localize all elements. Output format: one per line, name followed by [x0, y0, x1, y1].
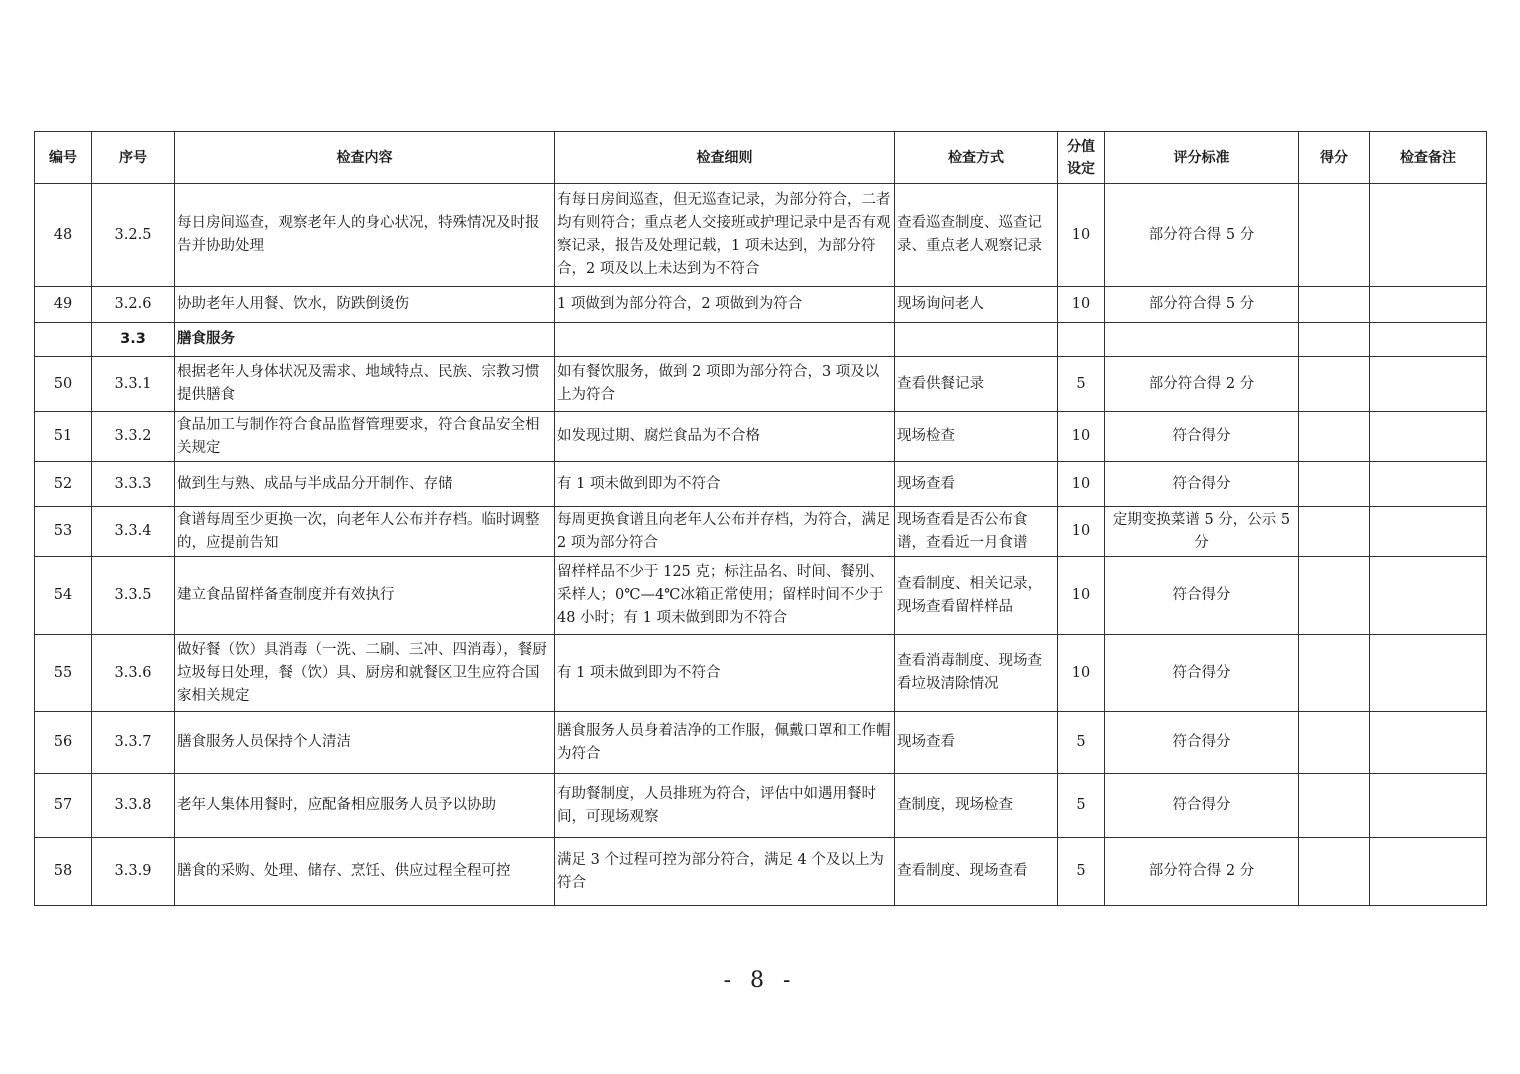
cell-seq: 3.3.5 — [92, 557, 175, 635]
cell-detail: 有助餐制度，人员排班为符合，评估中如遇用餐时间，可现场观察 — [555, 774, 895, 838]
cell-no: 58 — [35, 838, 92, 906]
header-detail: 检查细则 — [555, 132, 895, 184]
cell-score: 5 — [1058, 712, 1105, 774]
cell-method: 查看巡查制度、巡查记录、重点老人观察记录 — [895, 184, 1058, 287]
cell-standard: 符合得分 — [1105, 557, 1299, 635]
cell-detail: 有每日房间巡查，但无巡查记录，为部分符合，二者均有则符合；重点老人交接班或护理记录中是否有观察记录，报告及处理记载，1 项未达到，为部分符合，2 项及以上未达到为不符合 — [555, 184, 895, 287]
cell-score: 5 — [1058, 774, 1105, 838]
cell-no: 49 — [35, 287, 92, 323]
cell-detail: 1 项做到为部分符合，2 项做到为符合 — [555, 287, 895, 323]
cell-content: 膳食服务人员保持个人清洁 — [175, 712, 555, 774]
cell-seq: 3.2.5 — [92, 184, 175, 287]
cell-seq: 3.3.7 — [92, 712, 175, 774]
cell-no: 53 — [35, 507, 92, 557]
cell-got — [1299, 323, 1370, 357]
cell-no — [35, 323, 92, 357]
table-row — [35, 287, 1487, 323]
cell-seq: 3.3.1 — [92, 357, 175, 412]
page-number: - 8 - — [723, 968, 797, 993]
cell-standard: 符合得分 — [1105, 774, 1299, 838]
table-row — [35, 838, 1487, 906]
cell-note — [1370, 557, 1487, 635]
cell-got — [1299, 557, 1370, 635]
cell-detail: 如有餐饮服务，做到 2 项即为部分符合，3 项及以上为符合 — [555, 357, 895, 412]
cell-score: 10 — [1058, 184, 1105, 287]
header-no: 编号 — [35, 132, 92, 184]
cell-content: 根据老年人身体状况及需求、地域特点、民族、宗教习惯提供膳食 — [175, 357, 555, 412]
cell-standard: 部分符合得 2 分 — [1105, 357, 1299, 412]
cell-standard: 符合得分 — [1105, 462, 1299, 507]
cell-content: 做好餐（饮）具消毒（一洗、二刷、三冲、四消毒），餐厨垃圾每日处理，餐（饮）具、厨房和就餐区卫生应符合国家相关规定 — [175, 635, 555, 712]
cell-got — [1299, 287, 1370, 323]
cell-detail: 满足 3 个过程可控为部分符合，满足 4 个及以上为符合 — [555, 838, 895, 906]
cell-got — [1299, 774, 1370, 838]
header-content: 检查内容 — [175, 132, 555, 184]
cell-no: 56 — [35, 712, 92, 774]
cell-method: 查看制度、相关记录，现场查看留样样品 — [895, 557, 1058, 635]
cell-seq: 3.2.6 — [92, 287, 175, 323]
cell-score: 10 — [1058, 287, 1105, 323]
cell-content: 膳食服务 — [175, 323, 555, 357]
cell-standard: 符合得分 — [1105, 712, 1299, 774]
cell-content: 食品加工与制作符合食品监督管理要求，符合食品安全相关规定 — [175, 412, 555, 462]
cell-got — [1299, 412, 1370, 462]
cell-note — [1370, 507, 1487, 557]
cell-no: 51 — [35, 412, 92, 462]
cell-no: 54 — [35, 557, 92, 635]
cell-detail — [555, 323, 895, 357]
cell-got — [1299, 184, 1370, 287]
cell-score: 10 — [1058, 507, 1105, 557]
cell-note — [1370, 838, 1487, 906]
cell-note — [1370, 184, 1487, 287]
cell-note — [1370, 357, 1487, 412]
cell-method: 现场查看是否公布食谱，查看近一月食谱 — [895, 507, 1058, 557]
header-row — [35, 132, 1487, 184]
cell-method: 查看消毒制度、现场查看垃圾清除情况 — [895, 635, 1058, 712]
cell-got — [1299, 635, 1370, 712]
table-row — [35, 357, 1487, 412]
cell-note — [1370, 323, 1487, 357]
cell-no: 52 — [35, 462, 92, 507]
cell-content: 食谱每周至少更换一次，向老年人公布并存档。临时调整的，应提前告知 — [175, 507, 555, 557]
cell-got — [1299, 357, 1370, 412]
cell-method: 查制度，现场检查 — [895, 774, 1058, 838]
section-row — [35, 323, 1487, 357]
cell-score: 10 — [1058, 462, 1105, 507]
cell-no: 55 — [35, 635, 92, 712]
cell-method — [895, 323, 1058, 357]
cell-standard: 部分符合得 5 分 — [1105, 287, 1299, 323]
table-row — [35, 507, 1487, 557]
cell-no: 50 — [35, 357, 92, 412]
header-note: 检查备注 — [1370, 132, 1487, 184]
cell-content: 膳食的采购、处理、储存、烹饪、供应过程全程可控 — [175, 838, 555, 906]
header-method: 检查方式 — [895, 132, 1058, 184]
cell-method: 查看供餐记录 — [895, 357, 1058, 412]
cell-no: 48 — [35, 184, 92, 287]
cell-got — [1299, 507, 1370, 557]
cell-score — [1058, 323, 1105, 357]
cell-score: 10 — [1058, 635, 1105, 712]
cell-no: 57 — [35, 774, 92, 838]
cell-note — [1370, 774, 1487, 838]
cell-seq: 3.3.9 — [92, 838, 175, 906]
table-row — [35, 712, 1487, 774]
cell-got — [1299, 462, 1370, 507]
cell-standard: 符合得分 — [1105, 412, 1299, 462]
header-standard: 评分标准 — [1105, 132, 1299, 184]
cell-note — [1370, 635, 1487, 712]
cell-method: 现场查看 — [895, 462, 1058, 507]
cell-method: 查看制度、现场查看 — [895, 838, 1058, 906]
cell-seq: 3.3.3 — [92, 462, 175, 507]
cell-note — [1370, 462, 1487, 507]
cell-got — [1299, 712, 1370, 774]
cell-detail: 膳食服务人员身着洁净的工作服，佩戴口罩和工作帽为符合 — [555, 712, 895, 774]
cell-content: 做到生与熟、成品与半成品分开制作、存储 — [175, 462, 555, 507]
table-row — [35, 557, 1487, 635]
cell-content: 建立食品留样备查制度并有效执行 — [175, 557, 555, 635]
cell-score: 5 — [1058, 838, 1105, 906]
cell-content: 协助老年人用餐、饮水，防跌倒烫伤 — [175, 287, 555, 323]
cell-standard: 定期变换菜谱 5 分，公示 5 分 — [1105, 507, 1299, 557]
cell-method: 现场检查 — [895, 412, 1058, 462]
cell-standard: 部分符合得 2 分 — [1105, 838, 1299, 906]
cell-note — [1370, 287, 1487, 323]
cell-detail: 有 1 项未做到即为不符合 — [555, 462, 895, 507]
cell-seq: 3.3.6 — [92, 635, 175, 712]
cell-seq: 3.3 — [92, 323, 175, 357]
table-row — [35, 412, 1487, 462]
table-row — [35, 635, 1487, 712]
cell-got — [1299, 838, 1370, 906]
cell-content: 每日房间巡查，观察老年人的身心状况，特殊情况及时报告并协助处理 — [175, 184, 555, 287]
cell-standard: 部分符合得 5 分 — [1105, 184, 1299, 287]
cell-note — [1370, 712, 1487, 774]
cell-seq: 3.3.2 — [92, 412, 175, 462]
cell-standard — [1105, 323, 1299, 357]
cell-score: 10 — [1058, 557, 1105, 635]
table-row — [35, 774, 1487, 838]
header-got: 得分 — [1299, 132, 1370, 184]
header-seq: 序号 — [92, 132, 175, 184]
cell-method: 现场查看 — [895, 712, 1058, 774]
cell-score: 5 — [1058, 357, 1105, 412]
header-score: 分值 设定 — [1058, 132, 1105, 184]
cell-standard: 符合得分 — [1105, 635, 1299, 712]
cell-score: 10 — [1058, 412, 1105, 462]
cell-content: 老年人集体用餐时，应配备相应服务人员予以协助 — [175, 774, 555, 838]
table-row — [35, 462, 1487, 507]
table-row — [35, 184, 1487, 287]
inspection-table — [34, 131, 1487, 906]
cell-detail: 留样样品不少于 125 克；标注品名、时间、餐别、采样人；0℃—4℃冰箱正常使用；留样时间不少于 48 小时；有 1 项未做到即为不符合 — [555, 557, 895, 635]
cell-method: 现场询问老人 — [895, 287, 1058, 323]
cell-detail: 有 1 项未做到即为不符合 — [555, 635, 895, 712]
cell-seq: 3.3.8 — [92, 774, 175, 838]
cell-seq: 3.3.4 — [92, 507, 175, 557]
cell-note — [1370, 412, 1487, 462]
cell-detail: 如发现过期、腐烂食品为不合格 — [555, 412, 895, 462]
cell-detail: 每周更换食谱且向老年人公布并存档，为符合，满足 2 项为部分符合 — [555, 507, 895, 557]
